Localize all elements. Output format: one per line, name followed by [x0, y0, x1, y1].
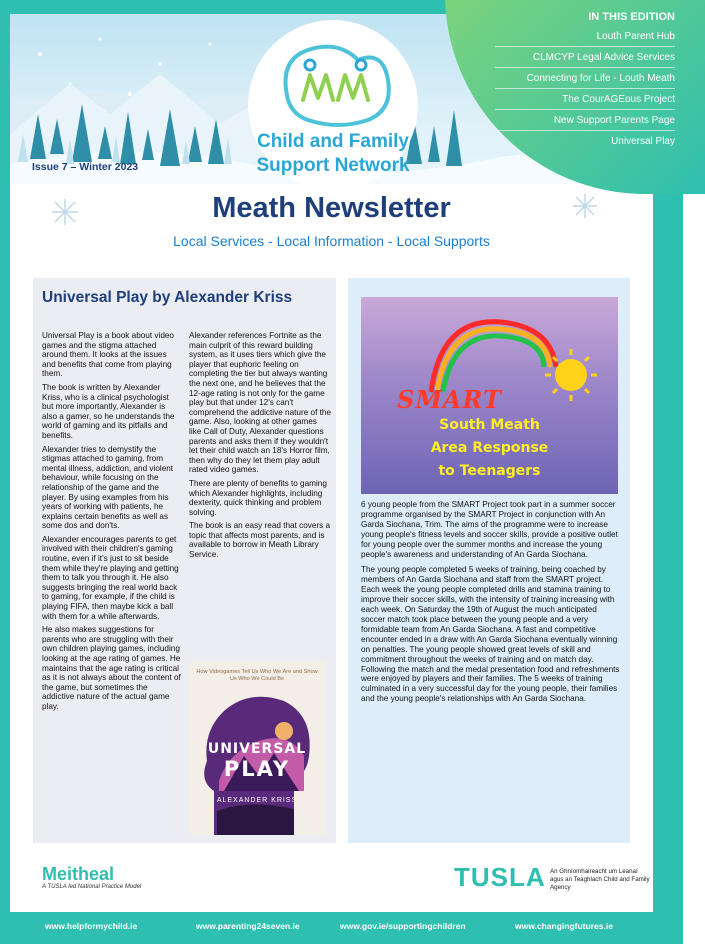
- edition-item[interactable]: Connecting for Life - Louth Meath: [495, 68, 675, 89]
- tusla-agency-text: An Ghníomhaireacht um Leanaí agus an Teaghlach Child and Family Agency: [550, 868, 650, 891]
- edition-heading: IN THIS EDITION: [588, 11, 675, 23]
- paragraph: There are plenty of benefits to gaming which Alexander highlights, including dexterity, quick thinking and problem solving.: [189, 478, 327, 517]
- smart-line-2: Area Response: [430, 440, 549, 456]
- smart-logo-image: [361, 297, 618, 494]
- edition-item[interactable]: Universal Play: [611, 136, 675, 147]
- paragraph: He also makes suggestions for parents who are struggling with their own children playing games, including looking at the age rating of games. He maintains that the age rating is critical as it is not always about the content of the game, but sometimes the addictive nature of the actual game play.: [42, 625, 181, 711]
- newsletter-title: Meath Newsletter: [212, 192, 451, 224]
- book-author: ALEXANDER KRISS: [216, 797, 298, 804]
- book-cover-image: [189, 661, 325, 835]
- logo-line-1: Child and Family: [256, 131, 410, 152]
- footer-link[interactable]: www.changingfutures.ie: [515, 921, 613, 931]
- footer-link[interactable]: www.gov.ie/supportingchildren: [340, 921, 466, 931]
- paragraph: Alexander encourages parents to get involved with their children's gaming routine, even if it's just to sit beside them while they're playing and getting them to talk you through it. He also suggests bringing the real world back to gaming, for example, if the child is playing FIFA, then maybe kick a ball with them for a while afterwards.: [42, 534, 179, 621]
- article-title: Universal Play by Alexander Kriss: [42, 289, 293, 306]
- footer-link[interactable]: www.parenting24seven.ie: [196, 921, 300, 931]
- tusla-logo: TUSLA: [454, 862, 546, 892]
- paragraph: The young people completed 5 weeks of training, being coached by members of An Garda Siochana and staff from the SMART project. Each week the young people completed drills and stamina training to improve their soccer skills, with the intensity of training increasing with each week. On Saturday the 19th of August the much anticipated soccer match took place between the young people and a very formidable team from An Garda Siochana. A fast and competitive encounter ended in a draw with An Garda Siochana eventually winning on penalties. The young people showed great levels of skill and commitment throughout the weeks of training and on match day. Following the match and the medal presentation food and refreshments were enjoyed by players and their families. The 5 weeks of training culminated in a very successful day for the young people, their families and the young people's relationships with An Garda Siochana.: [361, 565, 620, 704]
- meitheal-logo: Meitheal: [42, 864, 115, 884]
- footer-link[interactable]: www.helpformychild.ie: [45, 921, 138, 931]
- paragraph: 6 young people from the SMART Project took part in a summer soccer programme organised by the SMART Project in conjunction with An Garda Siochana, Trim. The aims of the programme were to increase young people's fitness levels and soccer skills, provide a positive outlet for young people over the summer months and increase the young people's awareness and understanding of An Garda Siochana.: [361, 500, 618, 559]
- paragraph: Alexander references Fortnite as the main culprit of this reward building system, as it uses tiers which give the player that euphoric feeling on completing the tier but always wanting the next one, and he believes that the 12-age rating is not only for the game play but that under 12's can't comprehend the addictive nature of the game. Also, looking at other games like Call of Duty, Alexander questions parents and asks them if they wouldn't let their child watch an 18's Horror film, then why do they let them play adult rated video games.: [189, 331, 332, 475]
- newsletter-tagline: Local Services - Local Information - Local Supports: [173, 233, 490, 249]
- footer-bar: [0, 912, 683, 944]
- edition-list: [495, 26, 675, 152]
- family-logo-icon: [248, 20, 418, 140]
- universal-play-article: [33, 278, 336, 843]
- paragraph: Alexander tries to demystify the stigmas attached to gaming, from mental illness, addiction, and violent behaviour, while focusing on the relationship of the game and the player. By using examples from his years of working with patients, he explains certain benefits as well as some dos and don'ts.: [42, 444, 174, 531]
- masthead: [10, 11, 675, 259]
- edition-item[interactable]: CLMCYP Legal Advice Services: [495, 47, 675, 68]
- article-column-1: [42, 331, 182, 716]
- book-title-line-1: UNIVERSAL: [207, 741, 307, 757]
- meitheal-subtitle: A TUSLA led National Practice Model: [42, 884, 142, 890]
- article-column-2: [189, 331, 331, 564]
- paragraph: Universal Play is a book about video games and the stigma attached around them. It looks at the issues and benefits that come from playing them.: [42, 331, 174, 379]
- smart-article-body: [361, 500, 623, 710]
- book-tagline: How Videogames Tell Us Who We Are and Show Us Who We Could Be: [196, 669, 318, 682]
- smart-project-article: [348, 278, 630, 843]
- smart-line-1: South Meath: [439, 417, 540, 433]
- book-title-line-2: PLAY: [223, 757, 291, 781]
- edition-item[interactable]: The CourAGEous Project: [495, 89, 675, 110]
- edition-item[interactable]: Louth Parent Hub: [495, 26, 675, 47]
- issue-label: Issue 7 – Winter 2023: [32, 161, 139, 173]
- paragraph: The book is an easy read that covers a topic that affects most parents, and is available to borrow in Meath Library Service.: [189, 521, 331, 560]
- paragraph: The book is written by Alexander Kriss, who is a clinical psychologist but more importantly, Alexander is also a gamer, so he understands the world of gaming and its pitfalls and benefits.: [42, 382, 175, 440]
- edition-item[interactable]: New Support Parents Page: [495, 110, 675, 131]
- smart-line-3: to Teenagers: [438, 463, 541, 479]
- smart-logo-word: SMART: [397, 385, 502, 414]
- logo-line-2: Support Network: [256, 155, 410, 176]
